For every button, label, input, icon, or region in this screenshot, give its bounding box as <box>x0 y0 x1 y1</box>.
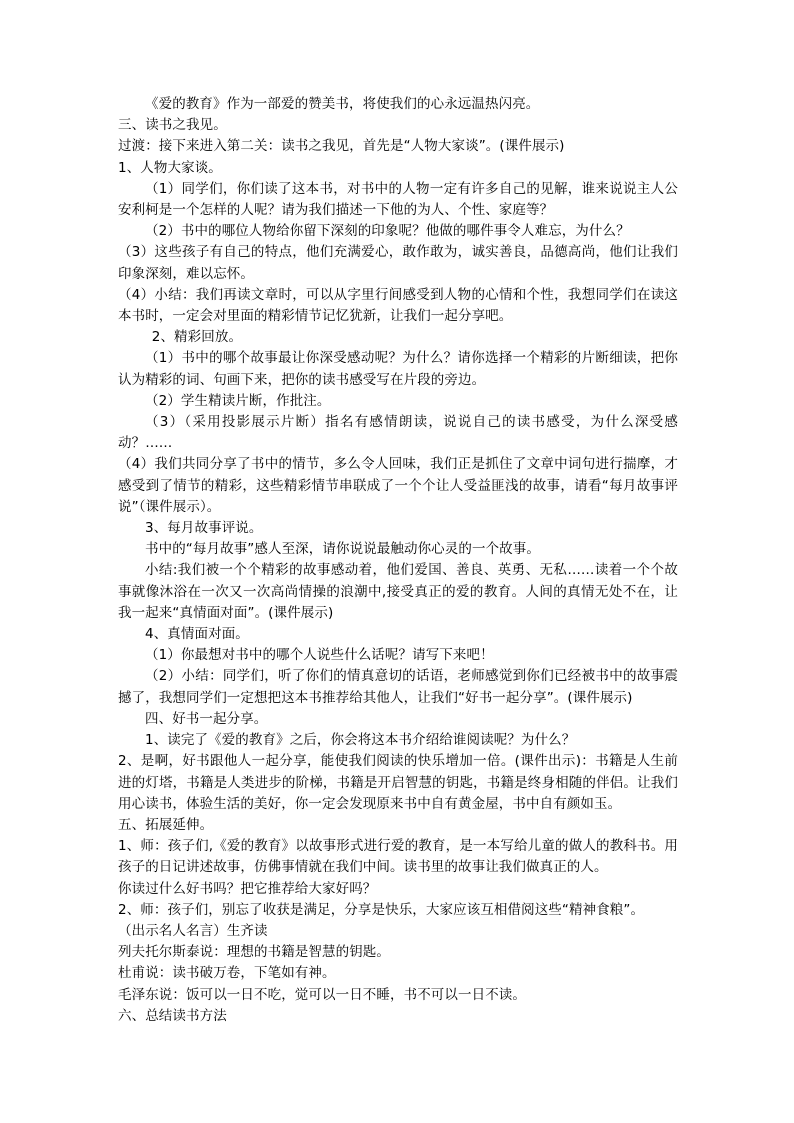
paragraph: （2）书中的哪位人物给你留下深刻的印象呢？他做的哪件事令人难忘，为什么？ <box>145 223 630 240</box>
paragraph: （4）我们共同分享了书中的情节，多么令人回味，我们正是抓住了文章中词句进行揣摩，才感受到了情节的精彩，这些精彩情节串联成了一个个让人受益匪浅的故事，请看“每月故事评说”（课件展示）。 <box>118 456 678 515</box>
paragraph: （1）书中的哪个故事最让你深受感动呢？为什么？请你选择一个精彩的片断细读，把你认为精彩的词、句画下来，把你的读书感受写在片段的旁边。 <box>118 350 678 388</box>
paragraph: （出示名人名言）生齐读 <box>118 922 268 939</box>
subsection-heading: 3、每月故事评说。 <box>145 520 263 537</box>
section-heading: 六、总结读书方法 <box>118 1007 227 1024</box>
paragraph: （1）同学们，你们读了这本书，对书中的人物一定有许多自己的见解，谁来说说主人公安利柯是一个怎样的人呢？请为我们描述一下他的为人、个性、家庭等？ <box>118 180 678 219</box>
subsection-heading: 4、真情面对面。 <box>145 626 249 643</box>
section-heading: 四、好书一起分享。 <box>145 710 268 727</box>
paragraph: （3）这些孩子有自己的特点，他们充满爱心，敢作敢为，诚实善良，品德高尚，他们让我们印象深刻，难以忘怀。 <box>118 244 678 282</box>
paragraph: 书中的“每月故事”感人至深，请你说说最触动你心灵的一个故事。 <box>145 541 540 558</box>
paragraph: （1）你最想对书中的哪个人说些什么话呢？请写下来吧！ <box>145 647 494 664</box>
paragraph: 小结:我们被一个个精彩的故事感动着，他们爱国、善良、英勇、无私……读着一个个故事就像沐浴在一次又一次高尚情操的浪潮中,接受真正的爱的教育。人间的真情无处不在，让我一起来“真情面对面”。(课件展示) <box>118 562 678 621</box>
paragraph: 2、师：孩子们，别忘了收获是满足，分享是快乐，大家应该互相借阅这些“精神食粮”。 <box>118 901 645 918</box>
paragraph: （2）学生精读片断，作批注。 <box>145 392 331 409</box>
quote: 列夫托尔斯泰说：理想的书籍是智慧的钥匙。 <box>118 944 390 961</box>
paragraph: （4）小结：我们再读文章时，可以从字里行间感受到人物的心情和个性，我想同学们在读这本书时，一定会对里面的精彩情节记忆犹新，让我们一起分享吧。 <box>118 286 678 325</box>
paragraph: 1、读完了《爱的教育》之后，你会将这本书介绍给谁阅读呢？为什么？ <box>145 732 576 749</box>
section-heading: 三、读书之我见。 <box>118 117 227 134</box>
paragraph: 2、是啊，好书跟他人一起分享，能使我们阅读的快乐增加一倍。(课件出示)：书籍是人生前进的灯塔，书籍是人类进步的阶梯，书籍是开启智慧的钥匙，书籍是终身相随的伴侣。让我们用心读书，体验生活的美好，你一定会发现原来书中自有黄金屋，书中自有颜如玉。 <box>118 753 678 812</box>
paragraph: 过渡：接下来进入第二关：读书之我见，首先是“人物大家谈”。(课件展示) <box>118 138 565 155</box>
subsection-heading: 2、精彩回放。 <box>151 329 243 346</box>
section-heading: 五、拓展延伸。 <box>118 816 214 833</box>
quote: 毛泽东说：饭可以一日不吃，觉可以一日不睡，书不可以一日不读。 <box>118 986 526 1003</box>
paragraph: （2）小结：同学们，听了你们的情真意切的话语，老师感觉到你们已经被书中的故事震撼了，我想同学们一定想把这本书推荐给其他人，让我们“好书一起分享”。(课件展示) <box>118 668 678 706</box>
paragraph: 《爱的教育》作为一部爱的赞美书，将使我们的心永远温热闪亮。 <box>145 96 540 112</box>
subsection-heading: 1、人物大家谈。 <box>118 159 222 176</box>
quote: 杜甫说：读书破万卷，下笔如有神。 <box>118 965 336 982</box>
document-body <box>118 94 678 1027</box>
paragraph: 1、师：孩子们,《爱的教育》以故事形式进行爱的教育，是一本写给儿童的做人的教科书。用孩子的日记讲述故事，仿佛事情就在我们中间。读书里的故事让我们做真正的人。 <box>118 838 678 876</box>
paragraph: （3）（采用投影展示片断）指名有感情朗读，说说自己的读书感受，为什么深受感动？…… <box>118 414 678 452</box>
paragraph: 你读过什么好书吗？把它推荐给大家好吗？ <box>118 880 377 897</box>
